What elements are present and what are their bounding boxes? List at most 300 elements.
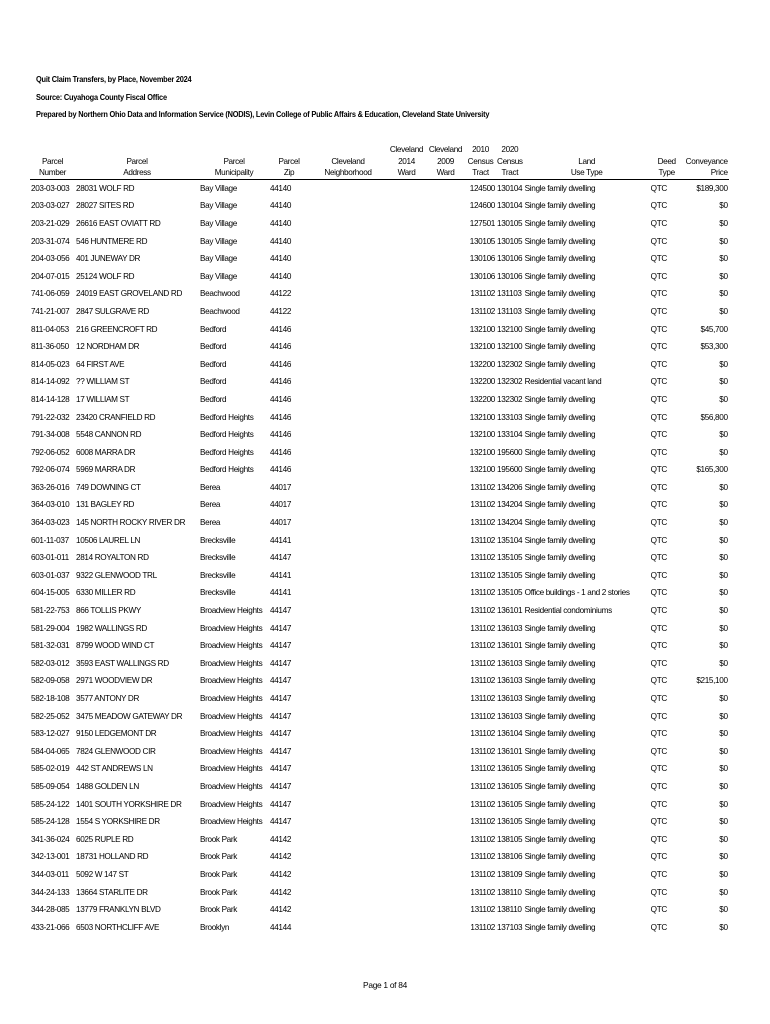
conveyance-price-cell: $0 — [719, 729, 728, 739]
parcel-municipality-cell: Brecksville — [200, 535, 236, 545]
census-2020-tract-cell: 195600 — [497, 447, 523, 457]
census-2010-tract-cell: 131102 — [470, 676, 495, 686]
cleveland-2014-ward-cell — [387, 479, 426, 497]
parcel-address-cell: 23420 CRANFIELD RD — [76, 412, 156, 422]
conveyance-price-cell: $0 — [719, 623, 728, 633]
census-2020-tract-cell: 137103 — [497, 922, 523, 932]
cleveland-neighborhood-cell — [309, 725, 387, 743]
header-parcel-zip — [269, 144, 309, 156]
cleveland-neighborhood-cell — [309, 179, 387, 197]
parcel-address-cell: 749 DOWNING CT — [76, 482, 141, 492]
parcel-municipality-cell: Broadview Heights — [200, 817, 263, 827]
header-row — [30, 144, 729, 156]
cleveland-2014-ward-cell — [387, 426, 426, 444]
parcel-number-cell: 814-14-092 — [31, 377, 70, 387]
cleveland-neighborhood-cell — [309, 268, 387, 286]
header-cleveland-2009-ward: Cleveland — [428, 145, 463, 154]
cleveland-2014-ward-cell — [387, 796, 426, 814]
land-use-type-cell: Single family dwelling — [524, 236, 596, 246]
census-2010-tract-cell: 131102 — [470, 852, 495, 862]
parcel-zip-cell: 44142 — [270, 887, 292, 897]
cleveland-2009-ward-cell — [426, 268, 465, 286]
cleveland-2009-ward-cell — [426, 338, 465, 356]
cleveland-2009-ward-cell — [426, 409, 465, 427]
parcel-address-cell: 6025 RUPLE RD — [76, 834, 134, 844]
parcel-number-cell: 583-12-027 — [31, 729, 70, 739]
parcel-zip-cell: 44142 — [270, 869, 292, 879]
census-2020-tract-cell: 136103 — [497, 676, 523, 686]
parcel-municipality-cell: Bedford — [200, 342, 227, 352]
parcel-zip-cell: 44146 — [270, 412, 292, 422]
parcel-zip-cell: 44147 — [270, 553, 292, 563]
cleveland-2009-ward-cell — [426, 584, 465, 602]
parcel-address-cell: 28031 WOLF RD — [76, 183, 135, 193]
cleveland-2009-ward-cell — [426, 426, 465, 444]
parcel-zip-cell: 44017 — [270, 518, 292, 528]
table-row — [30, 426, 729, 444]
parcel-municipality-cell: Bedford — [200, 394, 227, 404]
parcel-number-cell: 342-13-001 — [31, 852, 70, 862]
parcel-number-cell: 363-26-016 — [31, 482, 70, 492]
census-2010-tract-cell: 127501 — [469, 218, 495, 228]
census-2010-tract-cell: 131102 — [470, 535, 495, 545]
parcel-number-cell: 811-36-050 — [31, 342, 69, 352]
parcel-zip-cell: 44141 — [270, 588, 292, 598]
conveyance-price-cell: $0 — [719, 447, 728, 457]
deed-type-cell: QTC — [650, 869, 667, 879]
conveyance-price-cell: $0 — [719, 764, 728, 774]
cleveland-2009-ward-cell — [426, 250, 465, 268]
parcel-address-cell: 6008 MARRA DR — [76, 447, 136, 457]
parcel-zip-cell: 44146 — [270, 465, 292, 475]
header-census-2020-tract: Tract — [496, 167, 524, 179]
conveyance-price-cell: $0 — [719, 553, 728, 563]
conveyance-price-cell: $0 — [719, 482, 728, 492]
parcel-number-cell: 341-36-024 — [31, 834, 70, 844]
census-2010-tract-cell: 131102 — [470, 500, 495, 510]
table-row — [30, 637, 729, 655]
census-2020-tract-cell: 132302 — [497, 359, 523, 369]
conveyance-price-cell: $0 — [719, 570, 728, 580]
table-row — [30, 567, 729, 585]
census-2010-tract-cell: 131102 — [470, 817, 495, 827]
report-source: Source: Cuyahoga County Fiscal Office — [36, 91, 167, 102]
cleveland-2014-ward-cell — [387, 532, 426, 550]
census-2020-tract-cell: 132302 — [497, 394, 523, 404]
land-use-type-cell: Single family dwelling — [524, 289, 596, 299]
parcel-zip-cell: 44147 — [270, 711, 292, 721]
cleveland-neighborhood-cell — [309, 233, 387, 251]
header-parcel-municipality: Municipality — [199, 167, 269, 179]
cleveland-2009-ward-cell — [426, 391, 465, 409]
header-conveyance-price: Price — [684, 167, 729, 179]
parcel-address-cell: 6503 NORTHCLIFF AVE — [76, 922, 160, 932]
census-2020-tract-cell: 136105 — [497, 781, 523, 791]
cleveland-2014-ward-cell — [387, 778, 426, 796]
table-row — [30, 919, 729, 937]
table-row — [30, 514, 729, 532]
land-use-type-cell: Single family dwelling — [524, 887, 596, 897]
conveyance-price-cell: $53,300 — [700, 342, 728, 352]
parcel-municipality-cell: Brook Park — [200, 869, 237, 879]
cleveland-neighborhood-cell — [309, 778, 387, 796]
census-2020-tract-cell: 136105 — [497, 764, 523, 774]
land-use-type-cell: Single family dwelling — [524, 553, 596, 563]
parcel-address-cell: 131 BAGLEY RD — [76, 500, 135, 510]
parcel-number-cell: 364-03-010 — [31, 500, 70, 510]
conveyance-price-cell: $0 — [719, 834, 728, 844]
cleveland-neighborhood-cell — [309, 303, 387, 321]
cleveland-2009-ward-cell — [426, 444, 465, 462]
parcel-number-cell: 585-24-128 — [31, 817, 70, 827]
cleveland-neighborhood-cell — [309, 250, 387, 268]
parcel-zip-cell: 44147 — [270, 694, 292, 703]
cleveland-2009-ward-cell — [426, 725, 465, 743]
census-2020-tract-cell: 136103 — [497, 711, 523, 721]
cleveland-2009-ward-cell — [426, 760, 465, 778]
cleveland-2009-ward-cell — [426, 514, 465, 532]
land-use-type-cell: Single family dwelling — [524, 817, 596, 827]
conveyance-price-cell: $0 — [719, 500, 728, 510]
parcel-zip-cell: 44147 — [270, 606, 292, 616]
parcel-municipality-cell: Broadview Heights — [200, 781, 263, 791]
land-use-type-cell: Single family dwelling — [524, 465, 596, 475]
parcel-municipality-cell: Bay Village — [200, 201, 237, 211]
cleveland-2009-ward-cell — [426, 567, 465, 585]
parcel-number-cell: 601-11-037 — [31, 535, 69, 545]
parcel-number-cell: 203-03-003 — [31, 183, 70, 193]
parcel-address-cell: 2847 SULGRAVE RD — [76, 306, 149, 316]
table-row — [30, 620, 729, 638]
transfers-table — [30, 144, 729, 936]
header-cleveland-neighborhood — [309, 144, 387, 156]
parcel-municipality-cell: Bay Village — [200, 218, 237, 228]
parcel-zip-cell: 44141 — [270, 535, 292, 545]
parcel-zip-cell: 44146 — [270, 430, 292, 440]
parcel-number-cell: 791-22-032 — [31, 412, 70, 422]
cleveland-2009-ward-cell — [426, 233, 465, 251]
deed-type-cell: QTC — [650, 183, 667, 193]
deed-type-cell: QTC — [650, 887, 667, 897]
census-2020-tract-cell: 130104 — [497, 201, 523, 211]
cleveland-neighborhood-cell — [309, 901, 387, 919]
parcel-number-cell: 581-22-753 — [31, 606, 70, 616]
deed-type-cell: QTC — [650, 658, 667, 668]
parcel-municipality-cell: Bay Village — [200, 254, 237, 264]
cleveland-2014-ward-cell — [387, 197, 426, 215]
parcel-municipality-cell: Broadview Heights — [200, 711, 263, 721]
parcel-number-cell: 603-01-037 — [31, 570, 70, 580]
parcel-address-cell: 3593 EAST WALLINGS RD — [76, 658, 169, 668]
parcel-municipality-cell: Bedford Heights — [200, 430, 254, 440]
census-2010-tract-cell: 130106 — [469, 254, 495, 264]
parcel-municipality-cell: Bedford Heights — [200, 412, 254, 422]
parcel-address-cell: 7824 GLENWOOD CIR — [76, 746, 156, 756]
header-parcel-number — [30, 144, 75, 156]
parcel-municipality-cell: Broadview Heights — [200, 746, 263, 756]
census-2010-tract-cell: 131102 — [470, 518, 495, 528]
census-2010-tract-cell: 132100 — [469, 447, 495, 457]
deed-type-cell: QTC — [650, 254, 667, 264]
parcel-municipality-cell: Bay Village — [200, 271, 237, 281]
parcel-zip-cell: 44147 — [270, 817, 292, 827]
parcel-address-cell: 5092 W 147 ST — [76, 869, 129, 879]
conveyance-price-cell: $0 — [719, 430, 728, 440]
parcel-address-cell: 13664 STARLITE DR — [76, 887, 148, 897]
census-2020-tract-cell: 136103 — [497, 658, 523, 668]
census-2010-tract-cell: 132100 — [469, 412, 495, 422]
cleveland-2014-ward-cell — [387, 884, 426, 902]
land-use-type-cell: Single family dwelling — [524, 676, 596, 686]
table-row — [30, 532, 729, 550]
cleveland-2009-ward-cell — [426, 303, 465, 321]
cleveland-2014-ward-cell — [387, 743, 426, 761]
deed-type-cell: QTC — [650, 201, 667, 211]
census-2010-tract-cell: 132100 — [469, 430, 495, 440]
census-2020-tract-cell: 135104 — [497, 535, 523, 545]
census-2010-tract-cell: 131102 — [470, 746, 495, 756]
parcel-zip-cell: 44146 — [270, 359, 292, 369]
parcel-zip-cell: 44140 — [270, 183, 292, 193]
conveyance-price-cell: $0 — [719, 359, 728, 369]
land-use-type-cell: Single family dwelling — [524, 729, 596, 739]
conveyance-price-cell: $0 — [719, 394, 728, 404]
parcel-number-cell: 811-04-053 — [31, 324, 69, 334]
cleveland-neighborhood-cell — [309, 620, 387, 638]
table-row — [30, 391, 729, 409]
parcel-number-cell: 585-02-019 — [31, 764, 70, 774]
parcel-address-cell: 64 FIRST AVE — [76, 359, 125, 369]
parcel-municipality-cell: Broadview Heights — [200, 676, 263, 686]
parcel-number-cell: 814-14-128 — [31, 394, 70, 404]
header-cleveland-2014-ward: Ward — [387, 167, 426, 179]
cleveland-2014-ward-cell — [387, 338, 426, 356]
land-use-type-cell: Single family dwelling — [524, 905, 596, 915]
deed-type-cell: QTC — [650, 482, 667, 492]
parcel-municipality-cell: Brook Park — [200, 905, 237, 915]
parcel-number-cell: 585-24-122 — [31, 799, 70, 809]
deed-type-cell: QTC — [650, 430, 667, 440]
cleveland-neighborhood-cell — [309, 602, 387, 620]
cleveland-neighborhood-cell — [309, 831, 387, 849]
land-use-type-cell: Single family dwelling — [524, 852, 596, 862]
header-row — [30, 156, 729, 168]
header-census-2020-tract: Census — [497, 156, 523, 166]
parcel-address-cell: 3577 ANTONY DR — [76, 694, 140, 703]
land-use-type-cell: Single family dwelling — [524, 201, 596, 211]
conveyance-price-cell: $0 — [719, 641, 728, 651]
cleveland-neighborhood-cell — [309, 321, 387, 339]
parcel-address-cell: 24019 EAST GROVELAND RD — [76, 289, 183, 299]
deed-type-cell: QTC — [650, 359, 667, 369]
cleveland-2014-ward-cell — [387, 356, 426, 374]
conveyance-price-cell: $0 — [719, 711, 728, 721]
census-2010-tract-cell: 131102 — [470, 781, 495, 791]
parcel-number-cell: 584-04-065 — [31, 746, 70, 756]
parcel-address-cell: 546 HUNTMERE RD — [76, 236, 148, 246]
cleveland-neighborhood-cell — [309, 514, 387, 532]
conveyance-price-cell: $189,300 — [696, 183, 728, 193]
cleveland-neighborhood-cell — [309, 479, 387, 497]
cleveland-2014-ward-cell — [387, 303, 426, 321]
conveyance-price-cell: $0 — [719, 606, 728, 616]
census-2020-tract-cell: 130105 — [497, 218, 523, 228]
parcel-municipality-cell: Brecksville — [200, 570, 236, 580]
deed-type-cell: QTC — [650, 746, 667, 756]
table-row — [30, 655, 729, 673]
cleveland-2009-ward-cell — [426, 285, 465, 303]
cleveland-neighborhood-cell — [309, 532, 387, 550]
parcel-zip-cell: 44147 — [270, 764, 292, 774]
table-row — [30, 233, 729, 251]
cleveland-neighborhood-cell — [309, 391, 387, 409]
table-row — [30, 444, 729, 462]
header-cleveland-2009-ward: 2009 — [437, 156, 454, 166]
deed-type-cell: QTC — [650, 218, 667, 228]
parcel-number-cell: 585-09-054 — [31, 781, 70, 791]
land-use-type-cell: Single family dwelling — [524, 324, 596, 334]
deed-type-cell: QTC — [650, 289, 667, 299]
census-2020-tract-cell: 136105 — [497, 817, 523, 827]
report-title: Quit Claim Transfers, by Place, November 2024 — [36, 74, 192, 84]
conveyance-price-cell: $0 — [719, 254, 728, 264]
cleveland-2009-ward-cell — [426, 866, 465, 884]
parcel-municipality-cell: Broadview Heights — [200, 623, 263, 633]
census-2010-tract-cell: 131102 — [470, 869, 495, 879]
census-2010-tract-cell: 132100 — [469, 324, 495, 334]
parcel-number-cell: 582-03-012 — [31, 658, 70, 668]
table-row — [30, 373, 729, 391]
cleveland-2014-ward-cell — [387, 813, 426, 831]
table-row — [30, 409, 729, 427]
cleveland-2009-ward-cell — [426, 919, 465, 937]
parcel-number-cell: 741-21-007 — [31, 306, 70, 316]
table-row — [30, 356, 729, 374]
census-2020-tract-cell: 138105 — [497, 834, 523, 844]
cleveland-2009-ward-cell — [426, 796, 465, 814]
census-2020-tract-cell: 133104 — [497, 430, 523, 440]
parcel-zip-cell: 44146 — [270, 324, 292, 334]
parcel-address-cell: 9150 LEDGEMONT DR — [76, 729, 157, 739]
conveyance-price-cell: $0 — [719, 658, 728, 668]
cleveland-2014-ward-cell — [387, 760, 426, 778]
parcel-number-cell: 203-03-027 — [31, 201, 70, 211]
cleveland-neighborhood-cell — [309, 197, 387, 215]
cleveland-2014-ward-cell — [387, 866, 426, 884]
table-row — [30, 672, 729, 690]
parcel-municipality-cell: Broadview Heights — [200, 641, 263, 651]
cleveland-2009-ward-cell — [426, 848, 465, 866]
census-2010-tract-cell: 131102 — [470, 658, 495, 668]
parcel-address-cell: 1488 GOLDEN LN — [76, 781, 139, 791]
census-2020-tract-cell: 136103 — [497, 623, 523, 633]
cleveland-2009-ward-cell — [426, 356, 465, 374]
parcel-municipality-cell: Brook Park — [200, 887, 237, 897]
census-2010-tract-cell: 131102 — [470, 694, 495, 703]
parcel-zip-cell: 44146 — [270, 394, 292, 404]
cleveland-2014-ward-cell — [387, 672, 426, 690]
land-use-type-cell: Residential condominiums — [524, 606, 612, 616]
cleveland-2014-ward-cell — [387, 409, 426, 427]
header-parcel-number: Parcel — [41, 156, 64, 166]
cleveland-neighborhood-cell — [309, 848, 387, 866]
cleveland-2009-ward-cell — [426, 813, 465, 831]
parcel-municipality-cell: Beachwood — [200, 306, 240, 316]
parcel-municipality-cell: Bay Village — [200, 236, 237, 246]
conveyance-price-cell: $215,100 — [696, 676, 728, 686]
cleveland-neighborhood-cell — [309, 743, 387, 761]
land-use-type-cell: Office buildings - 1 and 2 stories — [524, 588, 630, 598]
header-cleveland-2014-ward: Cleveland — [389, 145, 424, 154]
cleveland-2009-ward-cell — [426, 637, 465, 655]
table-row — [30, 197, 729, 215]
deed-type-cell: QTC — [650, 465, 667, 475]
parcel-zip-cell: 44146 — [270, 447, 292, 457]
land-use-type-cell: Single family dwelling — [524, 482, 596, 492]
table-row — [30, 549, 729, 567]
parcel-number-cell: 604-15-005 — [31, 588, 70, 598]
table-row — [30, 743, 729, 761]
cleveland-2009-ward-cell — [426, 884, 465, 902]
deed-type-cell: QTC — [650, 271, 667, 281]
census-2010-tract-cell: 124600 — [469, 201, 495, 211]
table-row — [30, 496, 729, 514]
cleveland-neighborhood-cell — [309, 409, 387, 427]
parcel-municipality-cell: Bedford — [200, 324, 227, 334]
parcel-number-cell: 582-18-108 — [31, 694, 70, 703]
cleveland-2014-ward-cell — [387, 321, 426, 339]
cleveland-2014-ward-cell — [387, 584, 426, 602]
land-use-type-cell: Single family dwelling — [524, 623, 596, 633]
cleveland-2014-ward-cell — [387, 391, 426, 409]
cleveland-2014-ward-cell — [387, 461, 426, 479]
land-use-type-cell: Single family dwelling — [524, 359, 596, 369]
land-use-type-cell: Single family dwelling — [524, 834, 596, 844]
census-2020-tract-cell: 136105 — [497, 799, 523, 809]
parcel-address-cell: 8799 WOOD WIND CT — [76, 641, 155, 651]
header-census-2020-tract: 2020 — [501, 145, 519, 154]
table-row — [30, 602, 729, 620]
census-2020-tract-cell: 134204 — [497, 500, 523, 510]
cleveland-2014-ward-cell — [387, 233, 426, 251]
conveyance-price-cell: $0 — [719, 746, 728, 756]
deed-type-cell: QTC — [650, 799, 667, 809]
parcel-address-cell: 10506 LAUREL LN — [76, 535, 141, 545]
land-use-type-cell: Single family dwelling — [524, 694, 596, 703]
census-2010-tract-cell: 131102 — [470, 623, 495, 633]
parcel-zip-cell: 44140 — [270, 254, 292, 264]
cleveland-2009-ward-cell — [426, 373, 465, 391]
cleveland-2014-ward-cell — [387, 919, 426, 937]
table-row — [30, 285, 729, 303]
cleveland-2009-ward-cell — [426, 901, 465, 919]
cleveland-2009-ward-cell — [426, 461, 465, 479]
cleveland-neighborhood-cell — [309, 496, 387, 514]
deed-type-cell: QTC — [650, 922, 667, 932]
parcel-municipality-cell: Bedford — [200, 359, 227, 369]
parcel-address-cell: 25124 WOLF RD — [76, 271, 135, 281]
table-row — [30, 884, 729, 902]
census-2020-tract-cell: 134206 — [497, 482, 523, 492]
conveyance-price-cell: $0 — [719, 289, 728, 299]
conveyance-price-cell: $0 — [719, 869, 728, 879]
parcel-municipality-cell: Broadview Heights — [200, 764, 263, 774]
census-2020-tract-cell: 136101 — [497, 641, 523, 651]
land-use-type-cell: Single family dwelling — [524, 183, 596, 193]
census-2020-tract-cell: 136101 — [497, 746, 523, 756]
census-2010-tract-cell: 132200 — [469, 359, 495, 369]
deed-type-cell: QTC — [650, 324, 667, 334]
